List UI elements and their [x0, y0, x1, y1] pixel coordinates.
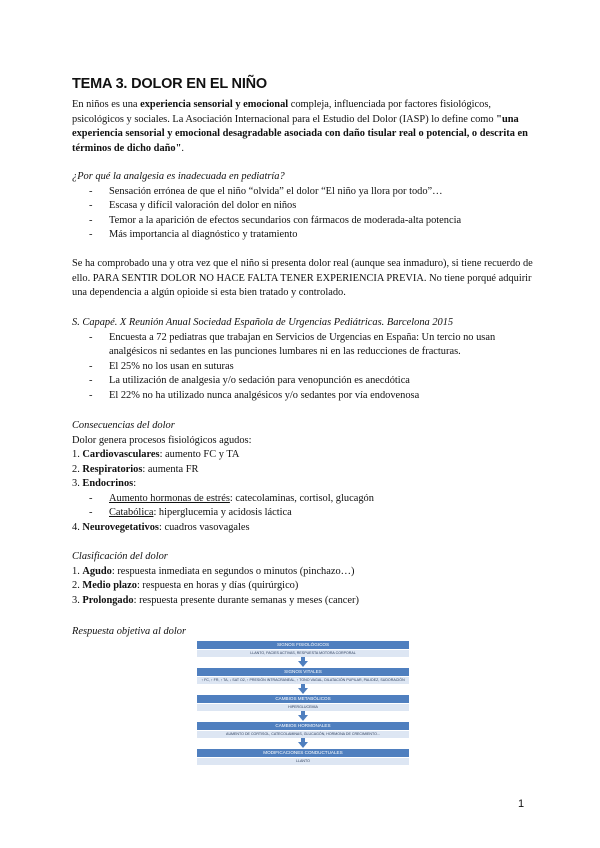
- list-item: - Sensación errónea de que el niño “olvida” el dolor “El niño ya llora por todo”…: [72, 185, 534, 200]
- list-item: - Encuesta a 72 pediatras que trabajan en Servicios de Urgencias en España: Un tercio no usan analgésicos ni sedantes en las punciones lumbares ni en las reducciones de fracturas.: [72, 331, 534, 360]
- diagram-step-detail: ↑ FC, ↑ FR, ↑ TA, ↓ SAT O2, ↑ PRESIÓN INTRACRANEAL, ↑ TONO VAGAL, DILATACIÓN PUPILAR, PALIDEZ, SUDORACIÓN: [197, 677, 409, 684]
- section-heading-analgesia: ¿Por qué la analgesia es inadecuada en pediatría?: [72, 171, 285, 182]
- section-heading-respuesta: Respuesta objetiva al dolor: [72, 626, 186, 637]
- diagram-arrow: [298, 661, 308, 667]
- list-item: - El 25% no los usan en suturas: [72, 360, 534, 375]
- list-item: 4. Neurovegetativos: cuadros vasovagales: [72, 522, 250, 534]
- list-item: 2. Medio plazo: respuesta en horas y días (quirúrgico): [72, 580, 299, 592]
- memory-paragraph: Se ha comprobado una y otra vez que el niño si presenta dolor real (aunque sea inmaduro), si tiene recuerdo de ello. PARA SENTIR DOLOR NO HACE FALTA TENER EXPERIENCIA PREVIA. No tiene porqué adquirir una dependencia a algún opioide si esta bien tratado y controlado.: [72, 258, 533, 299]
- list-item: - Temor a la aparición de efectos secundarios con fármacos de moderada-alta potencia: [72, 214, 534, 229]
- list-item: 3. Prolongado: respuesta presente durante semanas y meses (cancer): [72, 594, 359, 606]
- section-heading-clasificacion: Clasificación del dolor: [72, 551, 168, 562]
- intro-paragraph: [72, 98, 534, 156]
- pain-response-diagram: [197, 641, 409, 768]
- list-item: 3. Endocrinos:: [72, 478, 137, 490]
- diagram-step-detail: HIPERGLUCEMIA: [197, 704, 409, 711]
- intro-bold-1: experiencia sensorial y emocional: [140, 99, 289, 110]
- intro-text-3: .: [181, 142, 185, 154]
- analgesia-reasons-list: [72, 185, 534, 243]
- list-item: 2. Respiratorios: aumenta FR: [72, 463, 199, 475]
- list-item: 1. Cardiovasculares: aumento FC y TA: [72, 449, 240, 461]
- intro-text-2: compleja, influenciada por factores fisiológicos, psicológicos y sociales. La Asociación Internacional para el Estudio del Dolor (IASP) lo define como: [72, 99, 497, 125]
- list-item: - Catabólica: hiperglucemia y acidosis láctica: [72, 506, 534, 521]
- consecuencias-lead: Dolor genera procesos fisiológicos agudos:: [72, 434, 252, 446]
- list-item: - La utilización de analgesia y/o sedación para venopunción es anecdótica: [72, 374, 534, 389]
- survey-list: [72, 331, 534, 404]
- diagram-step-title: SIGNOS VITALES: [197, 668, 409, 676]
- page-number: 1: [518, 798, 525, 810]
- diagram-step-detail: AUMENTO DE CORTISOL, CATECOLAMINAS, GLUCAGÓN, HORMONA DE CRECIMIENTO...: [197, 731, 409, 738]
- endocrine-sublist: [72, 492, 534, 521]
- intro-definition: "una experiencia sensorial y emocional desagradable asociada con daño tisular real o potencial, o descrita en términos de dicho daño": [72, 113, 528, 154]
- diagram-arrow: [298, 715, 308, 721]
- section-heading-consecuencias: Consecuencias del dolor: [72, 420, 175, 431]
- diagram-step-detail: LLANTO: [197, 758, 409, 765]
- diagram-step-title: CAMBIOS HORMONALES: [197, 722, 409, 730]
- diagram-arrow: [298, 688, 308, 694]
- section-heading-capape: S. Capapé. X Reunión Anual Sociedad Española de Urgencias Pediátricas. Barcelona 2015: [72, 317, 454, 328]
- clasificacion-list: [72, 565, 534, 609]
- consecuencias-list: [72, 434, 534, 536]
- list-item: - El 22% no ha utilizado nunca analgésicos y/o sedantes por vía endovenosa: [72, 389, 534, 404]
- list-item: - Aumento hormonas de estrés: catecolaminas, cortisol, glucagón: [72, 492, 534, 507]
- diagram-step-detail: LLANTO, FACIES ACTIVAS, RESPUESTA MOTORA CORPORAL: [197, 650, 409, 657]
- diagram-step-title: MODIFICACIONES CONDUCTUALES: [197, 749, 409, 757]
- list-item: - Escasa y difícil valoración del dolor en niños: [72, 199, 534, 214]
- intro-text-1: En niños es una: [72, 99, 141, 110]
- diagram-step-title: SIGNOS FISIOLÓGICOS: [197, 641, 409, 649]
- diagram-step-title: CAMBIOS METABÓLICOS: [197, 695, 409, 703]
- diagram-arrow: [298, 742, 308, 748]
- list-item: 1. Agudo: respuesta inmediata en segundos o minutos (pinchazo…): [72, 565, 355, 577]
- list-item: - Más importancia al diagnóstico y tratamiento: [72, 228, 534, 243]
- page-title: TEMA 3. DOLOR EN EL NIÑO: [72, 76, 267, 92]
